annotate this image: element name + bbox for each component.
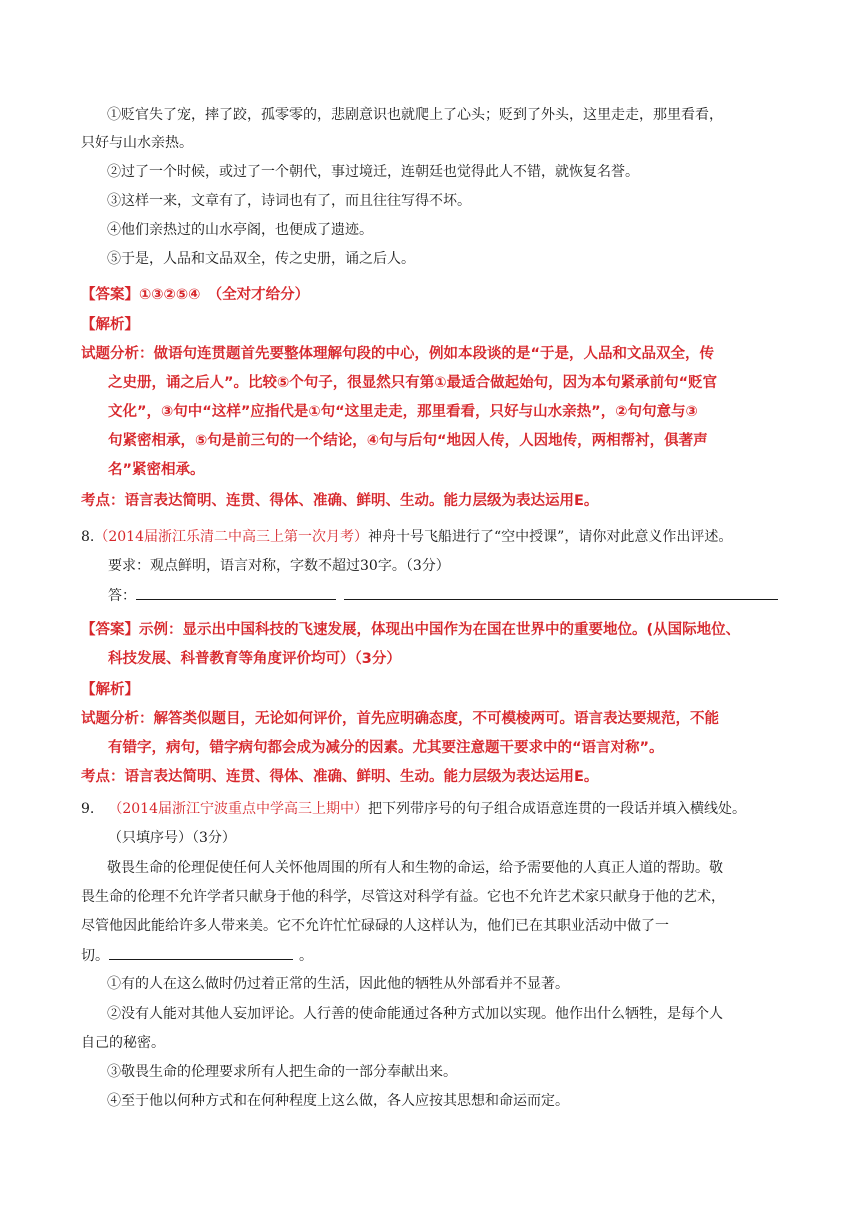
q9-option-1: ①有的人在这么做时仍过着正常的生活，因此他的牺牲从外部看并不显著。 bbox=[107, 976, 569, 992]
q8-analysis-line: 有错字，病句，错字病句都会成为减分的因素。尤其要注意题干要求中的“语言对称”。 bbox=[108, 740, 664, 756]
q7-kaodian: 考点：语言表达简明、连贯、得体、准确、鲜明、生动。能力层级为表达运用E。 bbox=[81, 493, 599, 509]
q7-sentence-5: ⑤于是，人品和文品双全，传之史册，诵之后人。 bbox=[107, 251, 415, 267]
q7-sentence-4: ④他们亲热过的山水亭阁，也便成了遗迹。 bbox=[107, 222, 373, 238]
q9-passage-line: 敬畏生命的伦理促使任何人关怀他周围的所有人和生物的命运，给予需要他的人真正人道的帮助。敬 bbox=[107, 860, 723, 876]
q8-answer-blank-2[interactable] bbox=[344, 585, 778, 600]
q9-passage-end-period: 。 bbox=[299, 948, 313, 964]
q8-stem: 神舟十号飞船进行了“空中授课”，请你对此意义作出评述。 bbox=[368, 529, 733, 545]
q9-option-4: ④至于他以何种方式和在何种程度上这么做，各人应按其思想和命运而定。 bbox=[107, 1093, 569, 1109]
q8-question bbox=[81, 527, 732, 547]
q9-passage-line: 畏生命的伦理不允许学者只献身于他的科学，尽管这对科学有益。它也不允许艺术家只献身于他的艺术， bbox=[81, 889, 725, 905]
q9-note: （只填序号）（3分） bbox=[108, 830, 236, 846]
q7-sentence-1a: ①贬官失了宠，摔了跤，孤零零的，悲剧意识也就爬上了心头；贬到了外头，这里走走，那里看看， bbox=[107, 107, 723, 123]
q7-analysis-line: 之史册，诵之后人”。比较⑤个句子，很显然只有第①最适合做起始句，因为本句紧承前句“贬官 bbox=[108, 375, 718, 391]
q8-analysis-line: 试题分析：解答类似题目，无论如何评价，首先应明确态度，不可模棱两可。语言表达要规范，不能 bbox=[81, 711, 719, 727]
q9-option-3: ③敬畏生命的伦理要求所有人把生命的一部分奉献出来。 bbox=[107, 1064, 457, 1080]
q9-passage-end bbox=[81, 945, 313, 966]
q9-question bbox=[81, 799, 746, 819]
q7-sentence-2: ②过了一个时候，或过了一个朝代，事过境迁，连朝廷也觉得此人不错，就恢复名誉。 bbox=[107, 164, 639, 180]
q8-analysis-label: 【解析】 bbox=[81, 682, 139, 698]
q7-analysis-line: 试题分析：做语句连贯题首先要整体理解句段的中心，例如本段谈的是“于是，人品和文品双全，传 bbox=[81, 346, 715, 362]
q8-number: 8. bbox=[81, 529, 95, 545]
q8-requirement: 要求：观点鲜明，语言对称，字数不超过30字。（3分） bbox=[108, 558, 450, 574]
q7-sentence-3: ③这样一来，文章有了，诗词也有了，而且往往写得不坏。 bbox=[107, 193, 471, 209]
q8-answer-cont: 科技发展、科普教育等角度评价均可）（3分） bbox=[108, 651, 401, 667]
q9-stem: 把下列带序号的句子组合成语意连贯的一段话并填入横线处。 bbox=[368, 801, 746, 817]
q7-analysis-line: 句紧密相承，⑤句是前三句的一个结论，④句与后句“地因人传，人因地传，两相帮衬，俱著声 bbox=[108, 433, 708, 449]
q9-source: （2014届浙江宁波重点中学高三上期中） bbox=[108, 801, 368, 817]
q8-kaodian: 考点：语言表达简明、连贯、得体、准确、鲜明、生动。能力层级为表达运用E。 bbox=[81, 769, 599, 785]
q7-answer: 【答案】①③②⑤④ （全对才给分） bbox=[81, 287, 310, 303]
q7-sentence-1b: 只好与山水亲热。 bbox=[81, 135, 193, 151]
q9-passage-end-start: 切。 bbox=[81, 948, 109, 964]
q8-answer-label: 答： bbox=[108, 588, 136, 604]
q9-passage-line: 尽管他因此能给许多人带来美。它不允许忙忙碌碌的人这样认为，他们已在其职业活动中做了一 bbox=[81, 918, 669, 934]
q9-number: 9. bbox=[81, 801, 95, 817]
q7-analysis-label: 【解析】 bbox=[81, 317, 139, 333]
q7-analysis-line: 名”紧密相承。 bbox=[108, 462, 205, 478]
q9-option-2b: 自己的秘密。 bbox=[81, 1035, 165, 1051]
q8-answer: 【答案】示例：显示出中国科技的飞速发展，体现出中国作为在国在世界中的重要地位。(从国际地位、 bbox=[81, 622, 741, 638]
q8-answer-row bbox=[108, 585, 778, 606]
q9-answer-blank[interactable] bbox=[109, 945, 293, 960]
q9-option-2a: ②没有人能对其他人妄加评论。人行善的使命能通过各种方式加以实现。他作出什么牺牲，是每个人 bbox=[107, 1006, 723, 1022]
q7-analysis-line: 文化”，③句中“这样”应指代是①句“这里走走，那里看看，只好与山水亲热”，②句句意与③ bbox=[108, 404, 698, 420]
q8-answer-blank-1[interactable] bbox=[136, 585, 336, 600]
q8-source: （2014届浙江乐清二中高三上第一次月考） bbox=[94, 529, 368, 545]
